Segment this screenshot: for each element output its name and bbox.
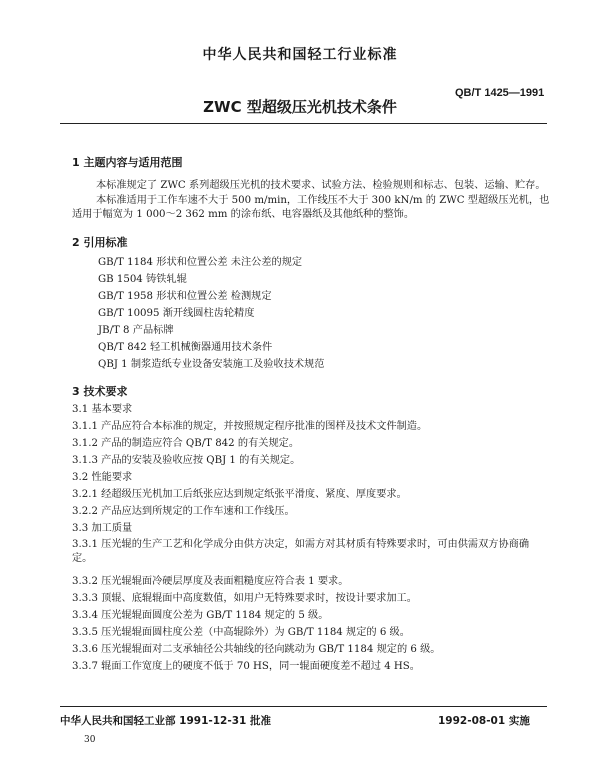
approval-note: 中华人民共和国轻工业部 1991-12-31 批准: [60, 715, 271, 727]
clause-3-1: 3.1 基本要求: [72, 404, 133, 415]
standard-code: QB/T 1425—1991: [455, 87, 545, 99]
clause-3-3-5: 3.3.5 压光辊辊面圆柱度公差（中高辊除外）为 GB/T 1184 规定的 6 级。: [72, 627, 410, 638]
referenced-standard: QB/T 842 轻工机械衡器通用技术条件: [98, 342, 273, 353]
implementation-date: 1992-08-01 实施: [438, 715, 530, 727]
clause-3-1-2: 3.1.2 产品的制造应符合 QB/T 842 的有关规定。: [72, 438, 300, 449]
section-1-paragraph-1: 本标准规定了 ZWC 系列超级压光机的技术要求、试验方法、检验规则和标志、包装、运输、贮存。: [96, 180, 546, 191]
clause-3-3-7: 3.3.7 辊面工作宽度上的硬度不低于 70 HS，同一辊面硬度差不超过 4 HS。: [72, 661, 420, 672]
clause-3-1-1: 3.1.1 产品应符合本标准的规定，并按照规定程序批准的图样及技术文件制造。: [72, 421, 428, 432]
referenced-standard: GB/T 1184 形状和位置公差 未注公差的规定: [98, 257, 303, 268]
referenced-standard: GB/T 1958 形状和位置公差 检测规定: [98, 291, 272, 302]
clause-3-3-1: 3.3.1 压光辊的生产工艺和化学成分由供方决定，如需方对其材质有特殊要求时，可由供需双方协商确定。: [72, 539, 530, 564]
section-1-paragraph-2: 本标准适用于工作车速不大于 500 m/min，工作线压不大于 300 kN/m 的 ZWC 型超级压光机，也适用于幅宽为 1 000～2 362 mm 的涂布纸、电容器纸及其他纸种的整饰。: [72, 195, 550, 220]
clause-3-2-1: 3.2.1 经超级压光机加工后纸张应达到规定纸张平滑度、紧度、厚度要求。: [72, 489, 407, 500]
footer-rule: [60, 706, 547, 707]
referenced-standard: GB 1504 铸铁轧辊: [98, 274, 187, 285]
clause-3-3-6: 3.3.6 压光辊辊面对二支承轴径公共轴线的径向跳动为 GB/T 1184 规定的 6 级。: [72, 644, 441, 655]
section-2-heading: 2 引用标准: [72, 236, 128, 249]
clause-3-3: 3.3 加工质量: [72, 523, 133, 534]
clause-3-2: 3.2 性能要求: [72, 472, 133, 483]
page-number: 30: [84, 735, 96, 745]
document-title: ZWC 型超级压光机技术条件: [203, 98, 397, 116]
clause-3-2-2: 3.2.2 产品应达到所规定的工作车速和工作线压。: [72, 506, 295, 517]
referenced-standard: JB/T 8 产品标牌: [98, 325, 174, 336]
clause-3-3-2: 3.3.2 压光辊辊面冷硬层厚度及表面粗糙度应符合表 1 要求。: [72, 576, 349, 587]
referenced-standard: QBJ 1 制浆造纸专业设备安装施工及验收技术规范: [98, 359, 325, 370]
issuing-organization: 中华人民共和国轻工行业标准: [202, 47, 398, 63]
section-3-heading: 3 技术要求: [72, 385, 128, 398]
referenced-standard: GB/T 10095 渐开线圆柱齿轮精度: [98, 308, 255, 319]
clause-3-1-3: 3.1.3 产品的安装及验收应按 QBJ 1 的有关规定。: [72, 455, 301, 466]
clause-3-3-4: 3.3.4 压光辊辊面圆度公差为 GB/T 1184 规定的 5 级。: [72, 610, 329, 621]
header-rule: [60, 123, 547, 124]
section-1-heading: 1 主题内容与适用范围: [72, 156, 183, 169]
clause-3-3-3: 3.3.3 顶辊、底辊辊面中高度数值，如用户无特殊要求时，按设计要求加工。: [72, 593, 417, 604]
